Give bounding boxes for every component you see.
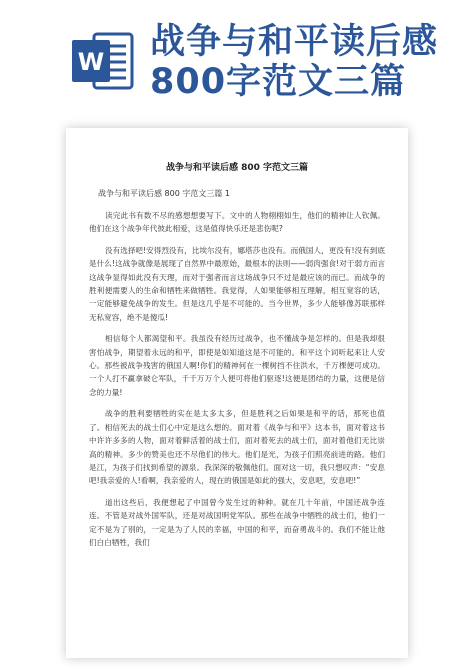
banner [0,0,474,120]
document-subtitle: 战争与和平读后感 800 字范文三篇 1 [98,189,230,198]
paragraph: 没有选择吧!安得烈没有，比埃尔没有，娜塔莎也没有。而俄国人，更没有!没有到底是什么!这战争就像是展现了自然界中最原始，最根本的法则——弱肉强食!对于弱方而言这战争显得如此没有天理，而对于强者而言这场战争只不过是最应该的而已。而战争的胜利便需要人的生命和牺牲来做牺牲。我觉得，人如果能够相互理解，相互宽容的话，一定能够避免战争的发生。但是这几乎是不可能的。当今世界，多少人能够像苏联那样无私宽容，绝不是傻瓜! [89,245,385,322]
paragraph: 相信每个人都渴望和平。我虽没有经历过战争，也不懂战争是怎样的。但是我却很害怕战争，期望着永远的和平，即使是如知道这是不可能的。和平这个词听起来让人安心。那些被战争残害的俄国人啊!你们的精神何在一棵树挡不住洪水，千万棵便可成功。一个人打不赢拿破仑军队，千千万万个人便可将他们驱逐!这便是团结的力量，这便是信念的力量! [89,334,385,397]
paragraph: 读完此书有数不尽的感想想要写下。文中的人物栩栩如生，他们的精神让人钦佩。他们在这个战争年代彼此相爱，这是值得快乐还是悲伤呢? [89,211,385,234]
banner-title-line-2: 800字范文三篇 [150,62,407,102]
document-title: 战争与和平读后感 800 字范文三篇 [165,163,309,173]
paragraph: 战争的胜利要牺牲的实在是太多太多，但是胜利之后如果是和平的话，那死也值了。相信死去的战士们心中定是这么想的。面对着《战争与和平》这本书，面对着这书中许许多多的人物，面对着鲜活着的战士们，面对着死去的战士们，面对着他们无比崇高的精神。多少的赞美也还不尽他们的伟大。他们是光，为孩子们照亮前进的路。他们是江，为孩子们找到希望的源泉。我深深的敬佩他们。面对这一切，我只想叹声：“安息吧!我亲爱的人!看啊，我亲爱的人，现在的俄国是如此的强大，安息吧，安息吧!” [89,409,385,486]
banner-title-line-1: 战争与和平读后感 [150,22,439,62]
word-document-icon [70,28,136,94]
document-sheet [66,128,408,658]
paragraph: 道出这些后，我便想起了中国曾今发生过的种种。就在几十年前，中国还战争连连。不管是对战外国军队，还是对战国明党军队。那些在战争中牺牲的战士们，他们一定不是为了别的，一定是为了人民的幸福，中国的和平，而奋勇战斗的。我们不能让他们白白牺牲，我们 [89,497,385,547]
banner-title [150,22,438,102]
document-body [89,162,385,557]
word-logo-letter: W [77,48,105,76]
